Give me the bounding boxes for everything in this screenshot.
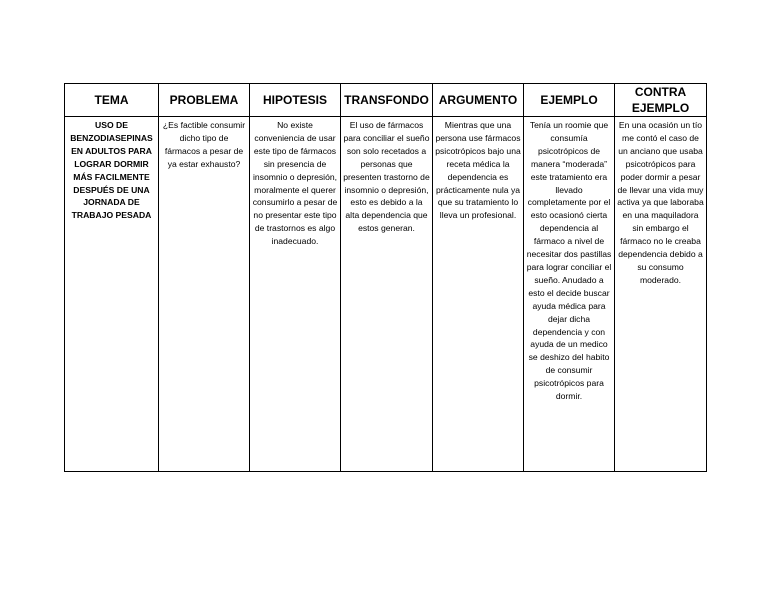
header-ejemplo: EJEMPLO	[524, 84, 615, 117]
cell-ejemplo: Tenía un roomie que consumía psicotrópicos de manera “moderada” este tratamiento era llevado completamente por el esto ocasionó cierta dependencia al fármaco a nivel de necesitar dos pastillas para lograr conciliar el sueño. Anudado a esto el decide buscar ayuda médica para dejar dicha dependencia y con ayuda de un medico se deshizo del habito de consumir psicotrópicos para dormir.	[524, 117, 615, 472]
header-row	[65, 84, 707, 117]
analysis-table	[64, 83, 707, 472]
cell-hipotesis: No existe conveniencia de usar este tipo de fármacos sin presencia de insomnio o depresión, moralmente el querer consumirlo a pesar de no presentar este tipo de trastornos es algo inadecuado.	[250, 117, 341, 472]
table-row	[65, 117, 707, 472]
header-problema: PROBLEMA	[159, 84, 250, 117]
header-argumento: ARGUMENTO	[433, 84, 524, 117]
header-tema: TEMA	[65, 84, 159, 117]
header-hipotesis: HIPOTESIS	[250, 84, 341, 117]
header-transfondo: TRANSFONDO	[341, 84, 433, 117]
cell-contra-ejemplo: En una ocasión un tío me contó el caso de un anciano que usaba psicotrópicos para poder dormir a pesar de llevar una vida muy activa ya que laboraba en una maquiladora sin embargo el fármaco no le creaba dependencia debido a su consumo moderado.	[615, 117, 707, 472]
header-contra-ejemplo: CONTRA EJEMPLO	[615, 84, 707, 117]
cell-transfondo: El uso de fármacos para conciliar el sueño son solo recetados a personas que presenten trastorno de insomnio o depresión, esto es debido a la alta dependencia que estos generan.	[341, 117, 433, 472]
cell-problema: ¿Es factible consumir dicho tipo de fármacos a pesar de ya estar exhausto?	[159, 117, 250, 472]
cell-argumento: Mientras que una persona use fármacos psicotrópicos bajo una receta médica la dependencia es prácticamente nula ya que su tratamiento lo lleva un profesional.	[433, 117, 524, 472]
cell-tema: USO DE BENZODIASEPINAS EN ADULTOS PARA LOGRAR DORMIR MÁS FACILMENTE DESPUÉS DE UNA JORNADA DE TRABAJO PESADA	[65, 117, 159, 472]
